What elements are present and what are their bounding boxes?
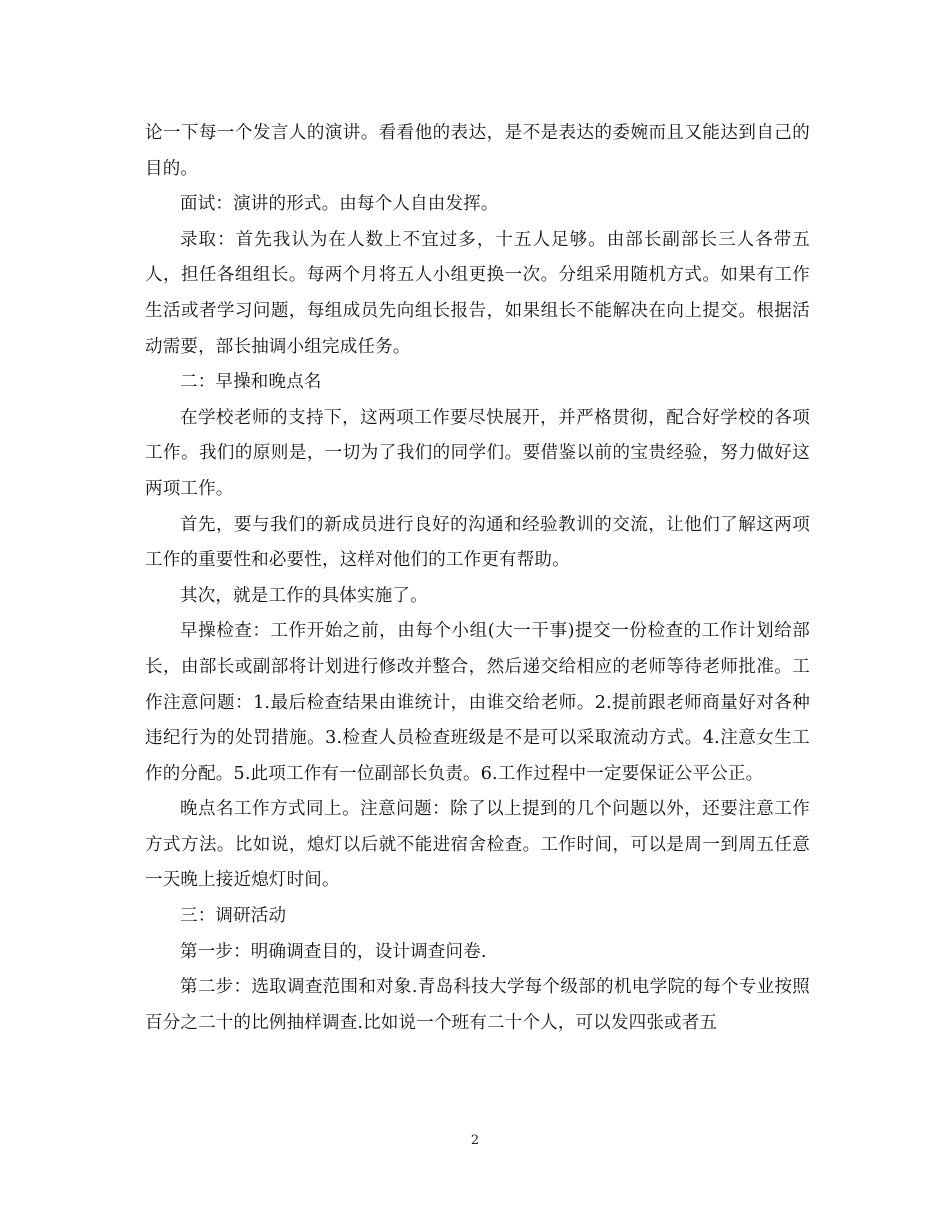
paragraph-intro-continuation: 论一下每一个发言人的演讲。看看他的表达，是不是表达的委婉而且又能达到自己的目的。 [145, 123, 810, 179]
section-heading-morning-exercise: 二：早操和晚点名 [180, 372, 322, 393]
paragraph-first: 首先，要与我们的新成员进行良好的沟通和经验教训的交流，让他们了解这两项工作的重要性和必要性，这样对他们的工作更有帮助。 [145, 514, 810, 571]
paragraph-step-one: 第一步：明确调查目的，设计调查问卷. [180, 941, 487, 962]
paragraph-admission: 录取：首先我认为在人数上不宜过多，十五人足够。由部长副部长三人各带五人，担任各组组长。每两个月将五人小组更换一次。分组采用随机方式。如果有工作生活或者学习问题，每组成员先向组长报告，如果组长不能解决在向上提交。根据活动需要，部长抽调小组完成任务。 [145, 229, 810, 357]
document-body [145, 116, 810, 1041]
paragraph-morning-check: 早操检查：工作开始之前，由每个小组(大一干事)提交一份检查的工作计划给部长，由部长或副部将计划进行修改并整合，然后递交给相应的老师等待老师批准。工作注意问题：1.最后检查结果由谁统计，由谁交给老师。2.提前跟老师商量好对各种违纪行为的处罚措施。3.检查人员检查班级是不是可以采取流动方式。4.注意女生工作的分配。5.此项工作有一位副部长负责。6.工作过程中一定要保证公平公正。 [145, 621, 810, 784]
section-heading-research: 三：调研活动 [180, 906, 287, 927]
paragraph-step-two: 第二步：选取调查范围和对象.青岛科技大学每个级部的机电学院的每个专业按照百分之二十的比例抽样调查.比如说一个班有二十个人，可以发四张或者五 [145, 977, 810, 1033]
page-number: 2 [470, 1133, 480, 1148]
paragraph-interview: 面试：演讲的形式。由每个人自由发挥。 [180, 194, 499, 215]
paragraph-school-support: 在学校老师的支持下，这两项工作要尽快展开，并严格贯彻，配合好学校的各项工作。我们的原则是，一切为了我们的同学们。要借鉴以前的宝贵经验，努力做好这两项工作。 [145, 407, 810, 499]
paragraph-evening-rollcall: 晚点名工作方式同上。注意问题：除了以上提到的几个问题以外，还要注意工作方式方法。比如说，熄灯以后就不能进宿舍检查。工作时间，可以是周一到周五任意一天晚上接近熄灯时间。 [145, 799, 810, 891]
paragraph-second: 其次，就是工作的具体实施了。 [180, 585, 428, 606]
